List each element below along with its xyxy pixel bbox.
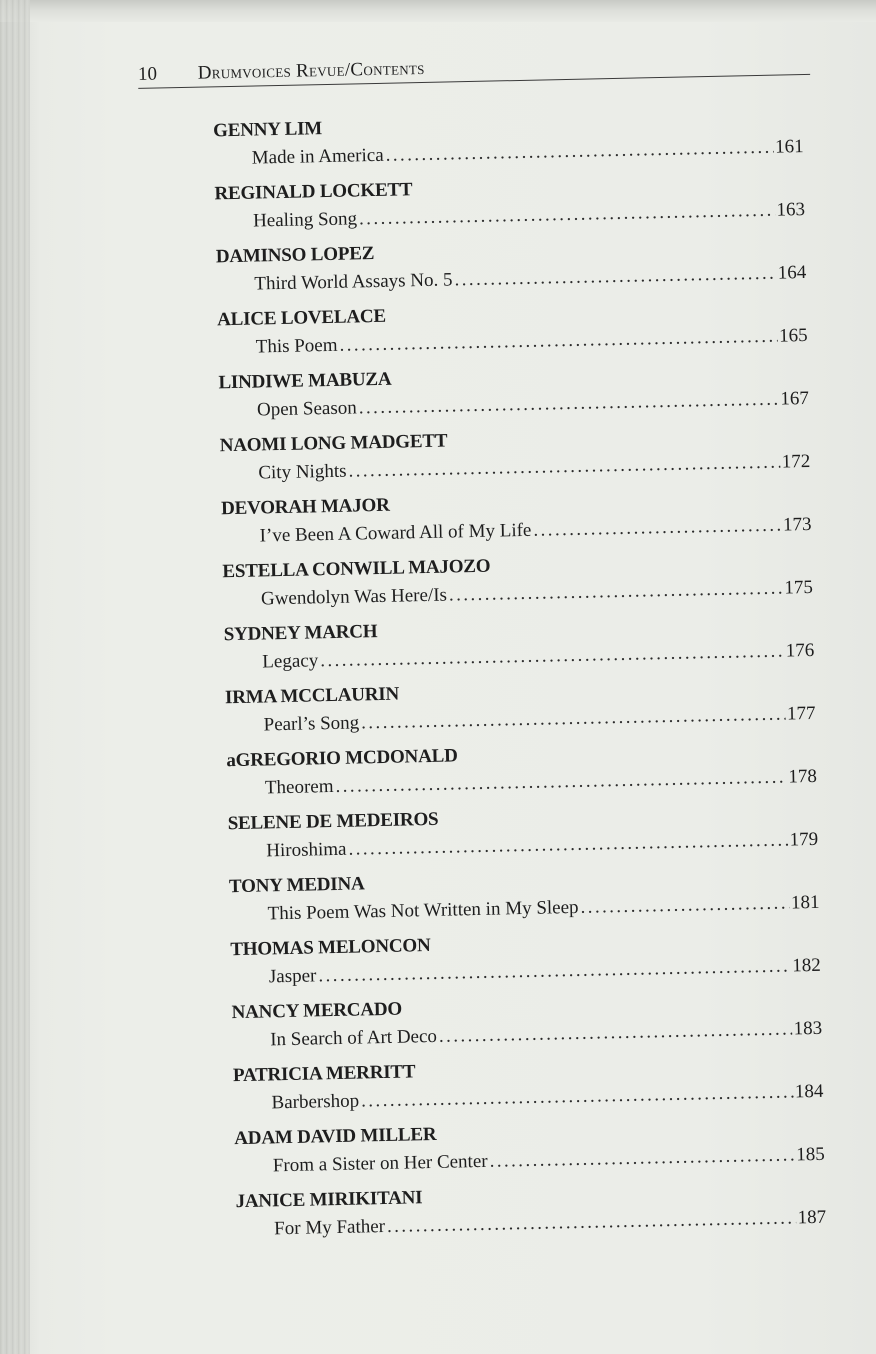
toc-page-number: 187	[797, 1206, 827, 1229]
toc-page-number: 173	[782, 513, 812, 536]
toc-author: TONY MEDINA	[228, 873, 365, 898]
toc-work-title: Healing Song	[252, 208, 358, 232]
toc-work-title: From a Sister on Her Center	[272, 1150, 488, 1177]
toc-page-number: 165	[778, 324, 808, 347]
toc-work-title: Pearl’s Song	[263, 712, 360, 736]
toc-page-number: 164	[777, 261, 807, 284]
dot-leader	[359, 198, 775, 233]
toc-author: ADAM DAVID MILLER	[234, 1123, 437, 1150]
dot-leader	[320, 639, 784, 675]
dot-leader	[449, 576, 783, 609]
toc-page-number: 182	[792, 954, 822, 977]
toc-author: GENNY LIM	[212, 118, 323, 142]
toc-work-line	[252, 134, 804, 172]
toc-work-title: In Search of Art Deco	[270, 1025, 438, 1051]
table-of-contents	[213, 106, 827, 1252]
toc-work-title: For My Father	[273, 1216, 386, 1240]
toc-page-number: 172	[781, 450, 811, 473]
toc-author: NANCY MERCADO	[231, 998, 403, 1024]
toc-page-number: 175	[784, 576, 814, 599]
toc-page-number: 181	[790, 891, 820, 914]
toc-page-number: 167	[780, 387, 810, 410]
toc-page-number: 183	[793, 1017, 823, 1040]
toc-work-title: Third World Assays No. 5	[254, 269, 453, 295]
toc-author: ALICE LOVELACE	[216, 305, 387, 331]
page-number: 10	[137, 63, 158, 85]
toc-work-title: I’ve Been A Coward All of My Life	[259, 519, 532, 547]
dot-leader	[489, 1142, 794, 1174]
dot-leader	[580, 890, 789, 920]
toc-page-number: 179	[789, 828, 819, 851]
toc-author: REGINALD LOCKETT	[214, 179, 413, 205]
dot-leader	[454, 261, 776, 294]
toc-page-number: 178	[788, 765, 818, 788]
dot-leader	[533, 513, 781, 544]
toc-author: LINDIWE MABUZA	[218, 368, 392, 394]
toc-author: aGREGORIO MCDONALD	[226, 745, 458, 772]
toc-entry	[235, 1177, 826, 1252]
toc-author: ESTELLA CONWILL MAJOZO	[222, 555, 491, 583]
running-header	[138, 48, 810, 89]
toc-work-title: Legacy	[262, 650, 319, 673]
toc-page-number: 163	[776, 199, 806, 221]
toc-author: DAMINSO LOPEZ	[215, 243, 375, 268]
toc-author: IRMA MCCLAURIN	[224, 683, 400, 709]
toc-work-title: Hiroshima	[266, 838, 347, 862]
toc-work-title: City Nights	[258, 460, 347, 484]
toc-work-title: Jasper	[268, 965, 317, 988]
toc-author: NAOMI LONG MADGETT	[219, 430, 448, 457]
dot-leader	[361, 1079, 793, 1114]
toc-work-title: This Poem	[255, 334, 338, 358]
dot-leader	[387, 1205, 796, 1240]
toc-author: JANICE MIRIKITANI	[235, 1187, 423, 1213]
dot-leader	[361, 702, 785, 737]
toc-author: SELENE DE MEDEIROS	[227, 808, 439, 835]
toc-work-title: Made in America	[251, 144, 384, 169]
dot-leader	[358, 387, 778, 422]
toc-author: SYDNEY MARCH	[223, 621, 378, 646]
toc-page-number: 177	[786, 702, 816, 725]
dot-leader	[439, 1016, 792, 1049]
toc-work-title: Barbershop	[271, 1090, 360, 1114]
toc-author: DEVORAH MAJOR	[220, 494, 390, 520]
toc-author: PATRICIA MERRITT	[232, 1061, 416, 1087]
toc-author: THOMAS MELONCON	[230, 935, 431, 961]
toc-page-number: 176	[785, 639, 815, 662]
toc-page-number: 161	[774, 136, 804, 158]
dot-leader	[385, 135, 773, 169]
toc-work-title: Theorem	[264, 776, 334, 799]
running-title: Drumvoices Revue/Contents	[197, 57, 425, 84]
dot-leader	[339, 324, 777, 359]
toc-work-title: This Poem Was Not Written in My Sleep	[267, 896, 579, 925]
toc-page-number: 185	[796, 1143, 825, 1166]
toc-work-title: Gwendolyn Was Here/Is	[260, 584, 448, 610]
toc-work-title: Open Season	[256, 397, 357, 421]
toc-page-number: 184	[794, 1080, 824, 1103]
